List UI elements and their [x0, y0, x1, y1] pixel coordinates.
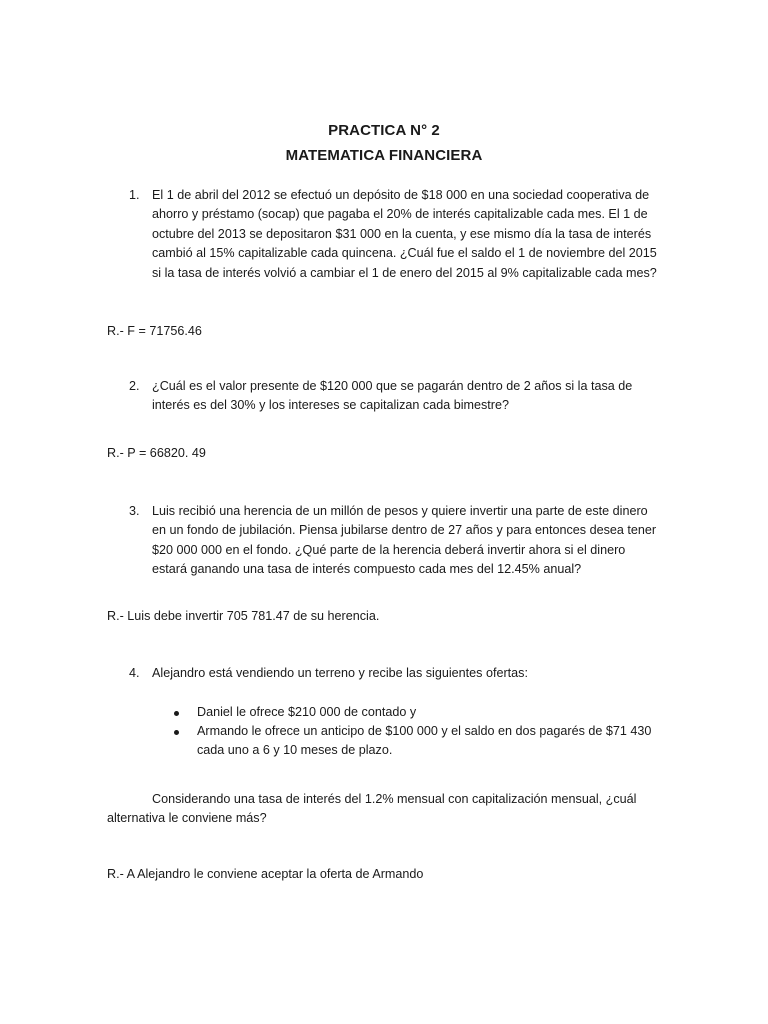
question-4-number: 4. [129, 666, 140, 680]
question-4-followup: Considerando una tasa de interés del 1.2% mensual con capitalización mensual, ¿cuál alternativa le conviene más? [107, 792, 637, 826]
question-3-answer: R.- Luis debe invertir 705 781.47 de su herencia. [107, 609, 380, 623]
question-1-answer: R.- F = 71756.46 [107, 324, 202, 338]
question-1-number: 1. [129, 188, 140, 202]
question-2-answer: R.- P = 66820. 49 [107, 446, 206, 460]
question-4-text: Alejandro está vendiendo un terreno y recibe las siguientes ofertas: [152, 666, 528, 680]
question-4-option-2: Armando le ofrece un anticipo de $100 000 y el saldo en dos pagarés de $71 430 cada uno a 6 y 10 meses de plazo. [197, 724, 652, 758]
question-4-answer: R.- A Alejandro le conviene aceptar la oferta de Armando [107, 867, 424, 881]
question-2-text: ¿Cuál es el valor presente de $120 000 que se pagarán dentro de 2 años si la tasa de interés es del 30% y los intereses se capitalizan cada bimestre? [152, 379, 633, 413]
question-3-number: 3. [129, 504, 140, 518]
document-subtitle: MATEMATICA FINANCIERA [285, 147, 483, 164]
document-title: PRACTICA N° 2 [328, 122, 440, 139]
question-1-text: El 1 de abril del 2012 se efectuó un depósito de $18 000 en una sociedad cooperativa de ahorro y préstamo (socap) que pagaba el 20% de interés capitalizable cada mes. El 1 de octubre del 2013 se depositaron $31 000 en la cuenta, y ese mismo día la tasa de interés cambió al 15% capitalizable cada quincena. ¿Cuál fue el saldo el 1 de noviembre del 2015 si la tasa de interés volvió a cambiar el 1 de enero del 2015 al 9% capitalizable cada mes? [152, 188, 657, 280]
bullet-icon [174, 730, 179, 735]
question-3-text: Luis recibió una herencia de un millón de pesos y quiere invertir una parte de este dinero en un fondo de jubilación. Piensa jubilarse dentro de 27 años y para entonces desea tener $20 000 000 en el fondo. ¿Qué parte de la herencia deberá invertir ahora si el dinero estará ganando una tasa de interés compuesto cada mes del 12.45% anual? [152, 504, 657, 577]
question-4-option-1: Daniel le ofrece $210 000 de contado y [197, 705, 417, 719]
question-2-number: 2. [129, 379, 140, 393]
bullet-icon [174, 711, 179, 716]
